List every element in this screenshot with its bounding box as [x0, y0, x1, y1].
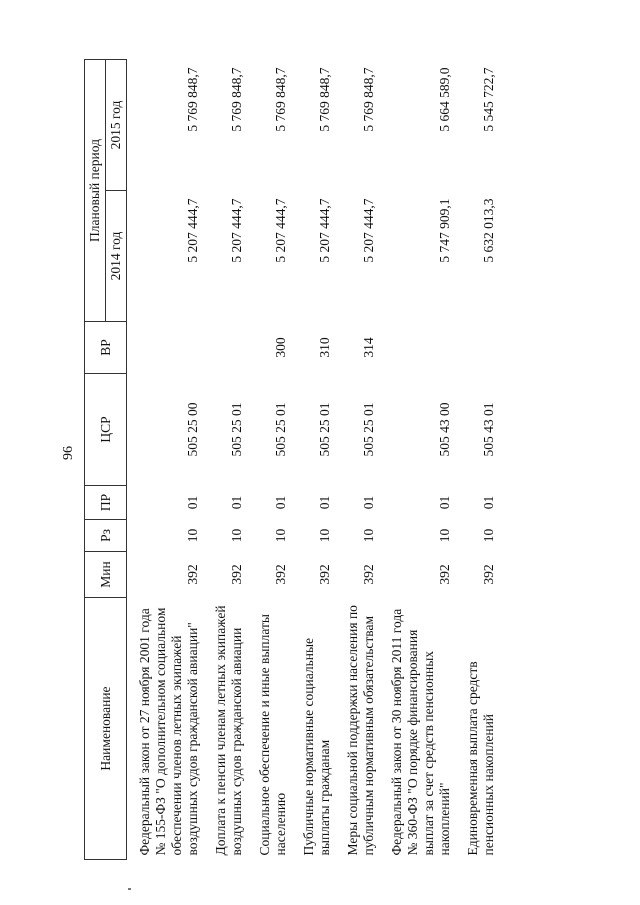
- row-pr: 01: [273, 495, 288, 510]
- row-csr: 505 43 01: [481, 402, 496, 457]
- row-2015: 5 664 589,0: [437, 67, 452, 132]
- header-min: Мин: [85, 552, 127, 598]
- table-row: [291, 59, 335, 859]
- row-rz: 10: [481, 528, 496, 543]
- row-2014: 5 207 444,7: [229, 198, 244, 263]
- row-vr: [455, 322, 499, 374]
- row-vr: 300: [273, 337, 288, 358]
- row-name: Доплата к пенсии членам летных экипажей воздушных судов гражданской авиации: [213, 605, 244, 856]
- row-min: 392: [229, 564, 244, 585]
- row-csr: 505 25 01: [229, 402, 244, 457]
- row-2015: 5 769 848,7: [317, 67, 332, 132]
- row-vr: 314: [361, 337, 376, 358]
- row-name: Публичные нормативные социальные выплаты гражданам: [301, 637, 332, 856]
- table-row: [335, 59, 379, 859]
- row-2015: 5 769 848,7: [361, 67, 376, 132]
- table-row: [247, 59, 291, 859]
- row-min: 392: [317, 564, 332, 585]
- header-pr: ПР: [85, 486, 127, 520]
- table-row: [127, 59, 204, 859]
- row-name: Меры социальной поддержки населения по публичным нормативным обязательствам: [345, 605, 376, 856]
- row-min: 392: [481, 564, 496, 585]
- row-vr: 310: [317, 337, 332, 358]
- row-2014: 5 207 444,7: [317, 198, 332, 263]
- row-min: 392: [273, 564, 288, 585]
- row-rz: 10: [229, 528, 244, 543]
- row-rz: 10: [273, 528, 288, 543]
- rotated-page-content: [84, 60, 549, 860]
- row-vr: [203, 322, 247, 374]
- row-2014: 5 632 013,3: [481, 198, 496, 263]
- row-min: 392: [437, 564, 452, 585]
- row-csr: 505 25 01: [273, 402, 288, 457]
- table-header: [85, 59, 127, 859]
- row-2015: 5 769 848,7: [185, 67, 200, 132]
- header-vr: ВР: [85, 322, 127, 374]
- row-2015: 5 769 848,7: [273, 67, 288, 132]
- row-csr: 505 25 01: [317, 402, 332, 457]
- table-body: [127, 59, 500, 859]
- row-name: Единовременная выплата средств пенсионных накоплений: [465, 661, 496, 856]
- row-2014: 5 747 909,1: [437, 198, 452, 263]
- row-2014: 5 207 444,7: [185, 198, 200, 263]
- table-row: [203, 59, 247, 859]
- row-min: 392: [361, 564, 376, 585]
- row-min: 392: [185, 564, 200, 585]
- table-row: [455, 59, 499, 859]
- row-rz: 10: [437, 528, 452, 543]
- header-rz: Рз: [85, 520, 127, 552]
- row-pr: 01: [317, 495, 332, 510]
- row-rz: 10: [185, 528, 200, 543]
- row-2014: 5 207 444,7: [361, 198, 376, 263]
- header-planned-period: Плановый период: [85, 59, 106, 321]
- header-name: Наименование: [85, 598, 127, 860]
- row-2014: 5 207 444,7: [273, 198, 288, 263]
- row-pr: 01: [185, 495, 200, 510]
- row-pr: 01: [361, 495, 376, 510]
- row-2015: 5 769 848,7: [229, 67, 244, 132]
- row-vr: [379, 322, 455, 374]
- row-pr: 01: [481, 495, 496, 510]
- row-csr: 505 25 01: [361, 402, 376, 457]
- budget-table: [84, 59, 499, 860]
- scan-artifact: [128, 888, 131, 890]
- row-vr: [127, 322, 204, 374]
- row-name: Федеральный закон от 30 ноября 2011 года № 360-ФЗ "О порядке финансирования выплат за счет средств пенсионных накоплений": [389, 608, 452, 856]
- row-pr: 01: [437, 495, 452, 510]
- table-row: [379, 59, 455, 859]
- row-rz: 10: [317, 528, 332, 543]
- row-name: Социальное обеспечение и иные выплаты населению: [257, 614, 288, 856]
- row-rz: 10: [361, 528, 376, 543]
- row-csr: 505 25 00: [185, 402, 200, 457]
- row-csr: 505 43 00: [437, 402, 452, 457]
- row-2015: 5 545 722,7: [481, 67, 496, 132]
- row-pr: 01: [229, 495, 244, 510]
- header-year-2014: 2014 год: [106, 191, 127, 322]
- header-year-2015: 2015 год: [106, 59, 127, 190]
- page-number: 96: [61, 446, 76, 460]
- row-name: Федеральный закон от 27 ноября 2001 года № 155-ФЗ "О дополнительном социальном обеспечении членов летных экипажей воздушных судов гражданской авиации": [137, 607, 200, 856]
- header-csr: ЦСР: [85, 374, 127, 486]
